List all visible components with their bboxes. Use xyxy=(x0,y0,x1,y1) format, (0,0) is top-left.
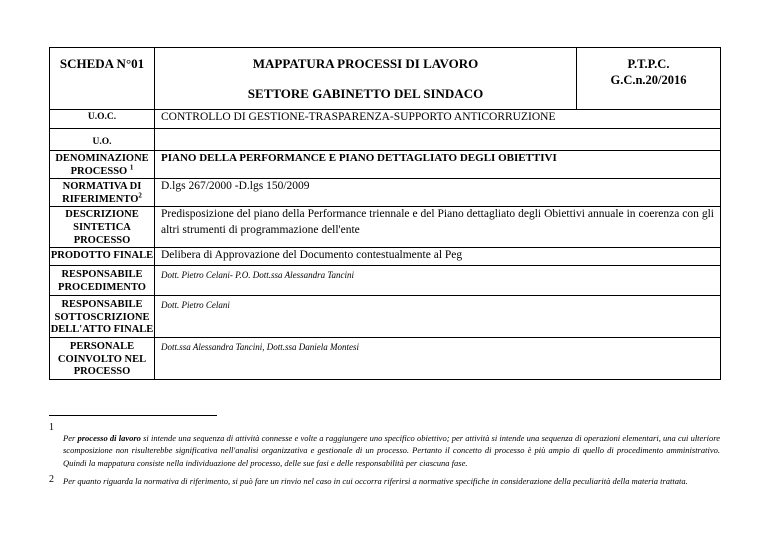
row-responsabile-procedimento xyxy=(50,266,721,296)
resp-sott-value: Dott. Pietro Celani xyxy=(155,296,721,338)
normativa-value: D.lgs 267/2000 -D.lgs 150/2009 xyxy=(155,179,721,207)
row-personale xyxy=(50,337,721,379)
row-denominazione xyxy=(50,151,721,179)
page-title: MAPPATURA PROCESSI DI LAVORO xyxy=(252,56,479,71)
denominazione-value: PIANO DELLA PERFORMANCE E PIANO DETTAGLIATO DEGLI OBIETTIVI xyxy=(155,151,721,179)
footnote-number-1: 1 xyxy=(49,422,54,433)
row-normativa xyxy=(50,179,721,207)
prodotto-label: PRODOTTO FINALE xyxy=(50,248,155,266)
row-descrizione xyxy=(50,207,721,248)
ptpc-reference: P.T.P.C. G.C.n.20/2016 xyxy=(577,48,721,110)
descrizione-value: Predisposizione del piano della Performance triennale e del Piano dettagliato degli Obiettivi annuale in coerenza con gli altri strumenti di programmazione dell'ente xyxy=(155,207,721,248)
footnote-2: Per quanto riguarda la normativa di riferimento, si può fare un rinvio nel caso in cui occorra riferirsi a normative specifiche in considerazione della peculiarità della materia trattata. xyxy=(63,476,688,486)
resp-sott-label: RESPONSABILE SOTTOSCRIZIONE DELL'ATTO FINALE xyxy=(50,296,155,338)
process-sheet-table xyxy=(49,47,721,380)
header-row xyxy=(50,48,721,110)
footnote-number-2: 2 xyxy=(49,474,54,485)
uo-label: U.O. xyxy=(50,129,155,151)
normativa-label: NORMATIVA DI RIFERIMENTO$^2$ xyxy=(50,179,155,207)
denominazione-label: DENOMINAZIONE PROCESSO $^1$ xyxy=(50,151,155,179)
footnote-1: Per processo di lavoro si intende una sequenza di attività connesse e volte a raggiungere uno specifico obiettivo; per attività si intende una sequenza di operazioni elementari, una cui ulteriore scomposizione non risulterebbe significativa nell'analisi organizzativa e gestionale di un processo. Pertanto il concetto di processo è più ampio di quello di procedimento amministrativo. Quindi la mappatura consiste nella individuazione del processo, delle sue fasi e delle responsabilità per ciascuna fase. xyxy=(63,433,720,468)
row-uoc xyxy=(50,110,721,129)
personale-label: PERSONALE COINVOLTO NEL PROCESSO xyxy=(50,337,155,379)
header-title-cell xyxy=(155,48,577,110)
settore-title: SETTORE GABINETTO DEL SINDACO xyxy=(247,86,484,101)
resp-proc-value: Dott. Pietro Celani- P.O. Dott.ssa Alessandra Tancini xyxy=(155,266,721,296)
row-responsabile-sottoscrizione xyxy=(50,296,721,338)
row-uo xyxy=(50,129,721,151)
footnote-ref-2: 2 xyxy=(138,191,142,200)
descrizione-label: DESCRIZIONE SINTETICA PROCESSO xyxy=(50,207,155,248)
footnote-1-term: processo di lavoro xyxy=(77,433,141,443)
row-prodotto xyxy=(50,248,721,266)
uoc-value: CONTROLLO DI GESTIONE-TRASPARENZA-SUPPORTO ANTICORRUZIONE xyxy=(155,110,721,129)
personale-value: Dott.ssa Alessandra Tancini, Dott.ssa Daniela Montesi xyxy=(155,337,721,379)
prodotto-value: Delibera di Approvazione del Documento contestualmente al Peg xyxy=(155,248,721,266)
uoc-label: U.O.C. xyxy=(50,110,155,129)
scheda-number: SCHEDA N°01 xyxy=(50,48,155,110)
footnote-separator xyxy=(49,415,217,416)
uo-value xyxy=(155,129,721,151)
footnote-ref-1: 1 xyxy=(129,163,134,172)
resp-proc-label: RESPONSABILE PROCEDIMENTO xyxy=(50,266,155,296)
